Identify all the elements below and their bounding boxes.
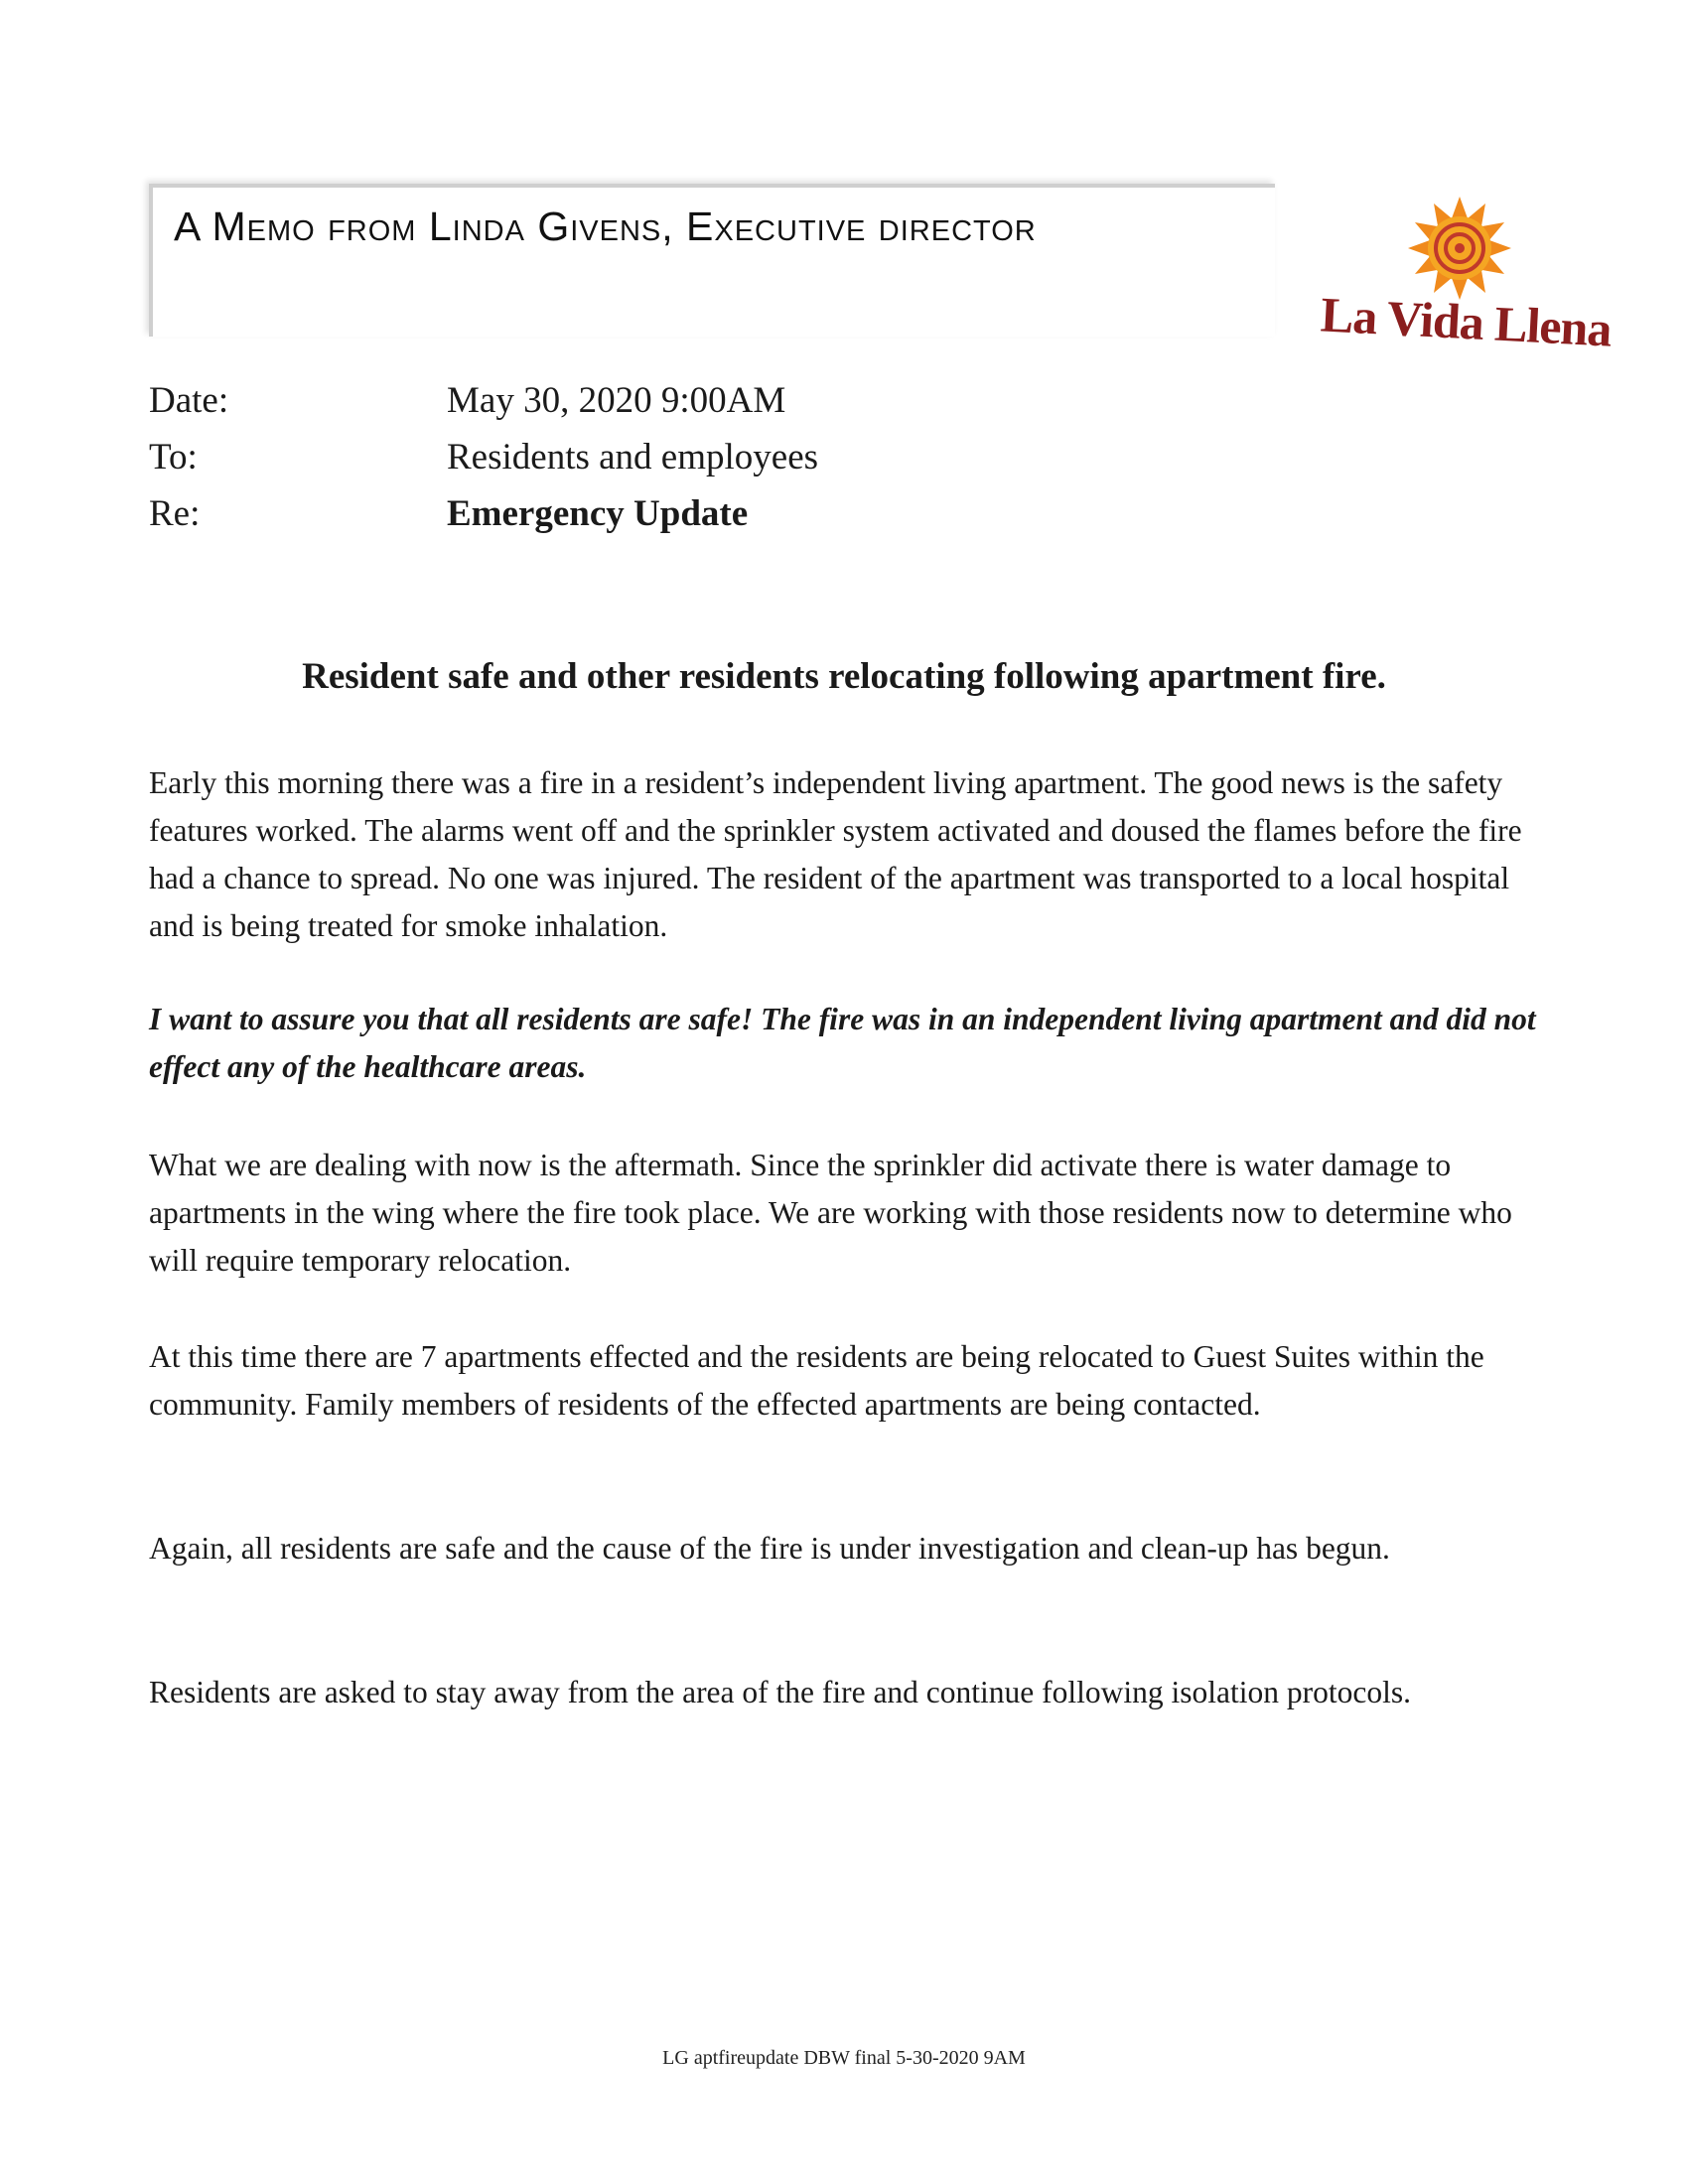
footer-note: LG aptfireupdate DBW final 5-30-2020 9AM	[662, 2047, 1026, 2069]
sun-icon	[1405, 194, 1514, 303]
logo-wordmark: La Vida Llena	[1319, 286, 1613, 357]
paragraph-incident: Early this morning there was a fire in a resident’s independent living apartment. The good news is the safety features worked. The alarms went off and the sprinkler system activated and doused the flames before the fire had a chance to spread. No one was injured. The resident of the apartment was transported to a local hospital and is being treated for smoke inhalation.	[149, 765, 1522, 943]
to-row	[149, 429, 818, 485]
paragraph-relocation: At this time there are 7 apartments effected and the residents are being relocated to Guest Suites within the community. Family members of residents of the effected apartments are being contacted.	[149, 1339, 1484, 1422]
date-value: May 30, 2020 9:00AM	[447, 380, 786, 421]
paragraph-instructions: Residents are asked to stay away from the area of the fire and continue following isolation protocols.	[149, 1675, 1411, 1709]
to-value: Residents and employees	[447, 437, 819, 478]
re-value: Emergency Update	[447, 493, 749, 534]
date-row	[149, 372, 818, 429]
date-label: Date:	[149, 380, 229, 421]
headline: Resident safe and other residents relocating following apartment fire.	[302, 656, 1386, 697]
to-label: To:	[149, 437, 198, 478]
organization-logo	[1319, 189, 1613, 357]
paragraph-investigation: Again, all residents are safe and the cause of the fire is under investigation and clean-up has begun.	[149, 1531, 1390, 1566]
memo-metadata	[149, 372, 818, 542]
re-label: Re:	[149, 493, 201, 534]
re-row	[149, 485, 818, 542]
paragraph-assurance: I want to assure you that all residents are safe! The fire was in an independent living apartment and did not effect any of the healthcare areas.	[149, 1002, 1536, 1084]
paragraph-aftermath: What we are dealing with now is the aftermath. Since the sprinkler did activate there is water damage to apartments in the wing where the fire took place. We are working with those residents now to determine who will require temporary relocation.	[149, 1148, 1512, 1278]
memo-title: A Memo from Linda Givens, Executive director	[174, 204, 1037, 249]
